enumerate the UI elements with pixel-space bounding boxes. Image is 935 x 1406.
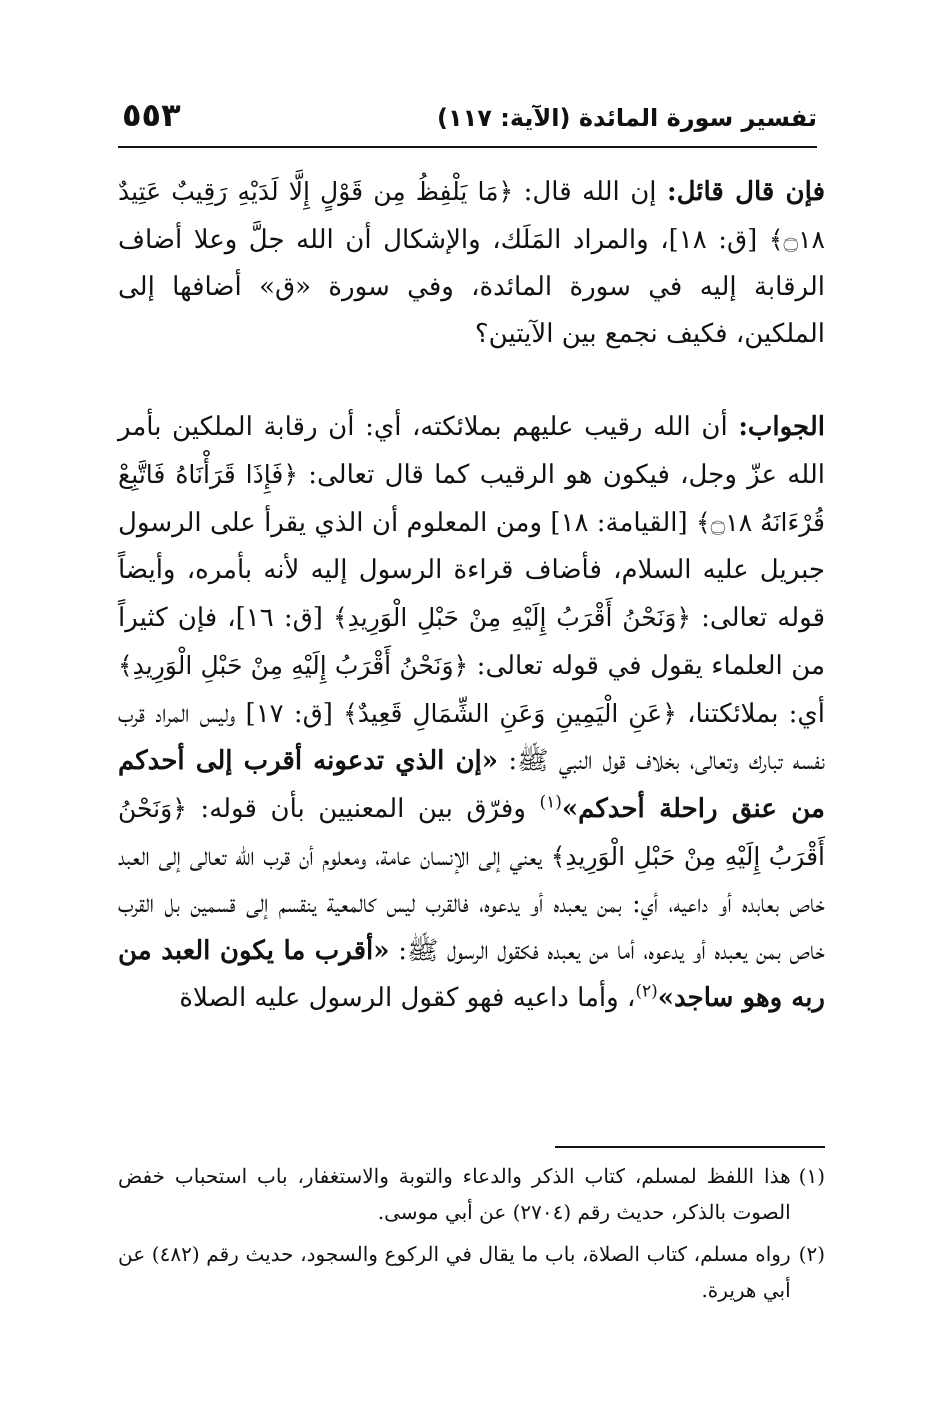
footnote [118, 1236, 825, 1308]
quran-verse: ﴿وَنَحْنُ أَقْرَبُ إِلَيْهِ مِنْ حَبْلِ الْوَرِيدِ﴾ [332, 603, 692, 632]
question-lead: فإن قال قائل: [666, 177, 825, 207]
quran-verse: ﴿فَإِذَا قَرَأْنَاهُ فَاتَّبِعْ قُرْءَانَهُ ۝١٨﴾ [118, 460, 825, 537]
page-header [118, 96, 817, 140]
footnote-text: هذا اللفظ لمسلم، كتاب الذكر والدعاء والتوبة والاستغفار، باب استحباب خفض الصوت بالذكر، حديث رقم (٢٧٠٤) عن أبي موسى. [118, 1164, 791, 1224]
paragraph-question [118, 168, 825, 358]
footnote-number: (٢) [798, 1242, 825, 1266]
text-run: [القيامة: ١٨] ومن المعلوم أن الذي يقرأ على الرسول جبريل عليه السلام، فأضاف قراءة الرسول إليه لأنه بأمره، وأيضاً قوله تعالى: [118, 508, 825, 633]
text-run: أن الله رقيب عليهم بملائكته، أي: أن رقابة الملكين بأمر الله عزّ وجل، فيكون هو الرقيب كما قال تعالى: [118, 412, 825, 490]
text-run: [ق: ١٦]، فإن كثيراً من العلماء يقول في قوله تعالى: [118, 603, 825, 681]
footnotes [118, 1158, 825, 1314]
footnote-rule [555, 1146, 825, 1148]
main-text [118, 168, 825, 1022]
text-run: وفرّق بين المعنيين بأن قوله: [186, 794, 540, 824]
hadith-quote: «أقرب ما يكون العبد من ربه وهو ساجد» [118, 936, 825, 1013]
text-run: إن الله قال: [513, 177, 667, 207]
footnote-ref[interactable]: (٢) [635, 981, 658, 1002]
paragraph-answer [118, 404, 825, 1022]
footnote-number: (١) [798, 1164, 825, 1188]
running-title: تفسير سورة المائدة (الآية: ١١٧) [436, 104, 817, 132]
text-run: أي: بملائكتنا، [676, 699, 825, 729]
quran-verse: ﴿عَنِ الْيَمِينِ وَعَنِ الشِّمَالِ قَعِيدٌ﴾ [343, 699, 677, 728]
quran-verse: ﴿وَنَحْنُ أَقْرَبُ إِلَيْهِ مِنْ حَبْلِ الْوَرِيدِ﴾ [118, 794, 826, 871]
footnote [118, 1158, 825, 1230]
header-rule [118, 146, 817, 148]
hadith-quote: «إن الذي تدعونه أقرب إلى أحدكم من عنق راحلة أحدكم» [118, 746, 825, 824]
text-run: يعني إلى الإنسان عامة، ومعلوم أن قرب الله تعالى إلى العبد خاص بعابده أو داعيه، أي: بمن يعبده أو يدعوه، فالقرب ليس كالمعية ينقسم إلى قسمين بل القرب خاص بمن يعبده أو يدعوه، أما من يعبده فكقول الرسول ﷺ: [118, 842, 825, 966]
answer-lead: الجواب: [738, 412, 825, 442]
quran-verse: ﴿مَا يَلْفِظُ مِن قَوْلٍ إِلَّا لَدَيْهِ رَقِيبٌ عَتِيدٌ ۝١٨﴾ [118, 177, 825, 254]
text-run: ، وأما داعيه فهو كقول الرسول عليه الصلاة [179, 983, 636, 1013]
text-run: [ق: ١٨]، والمراد المَلَك، والإشكال أن الله جلَّ وعلا أضاف الرقابة إليه في سورة المائدة، وفي سورة «ق» أضافها إلى الملكين، فكيف نجمع بين الآيتين؟ [118, 225, 825, 349]
quran-verse: ﴿وَنَحْنُ أَقْرَبُ إِلَيْهِ مِنْ حَبْلِ الْوَرِيدِ﴾ [118, 651, 469, 680]
page-number: ٥٥٣ [122, 96, 181, 134]
text-run: [ق: ١٧] وليس المراد قرب نفسه تبارك وتعالى، بخلاف قول النبي ﷺ: [118, 699, 826, 776]
footnote-text: رواه مسلم، كتاب الصلاة، باب ما يقال في الركوع والسجود، حديث رقم (٤٨٢) عن أبي هريرة. [118, 1242, 791, 1302]
footnote-ref[interactable]: (١) [539, 792, 562, 813]
